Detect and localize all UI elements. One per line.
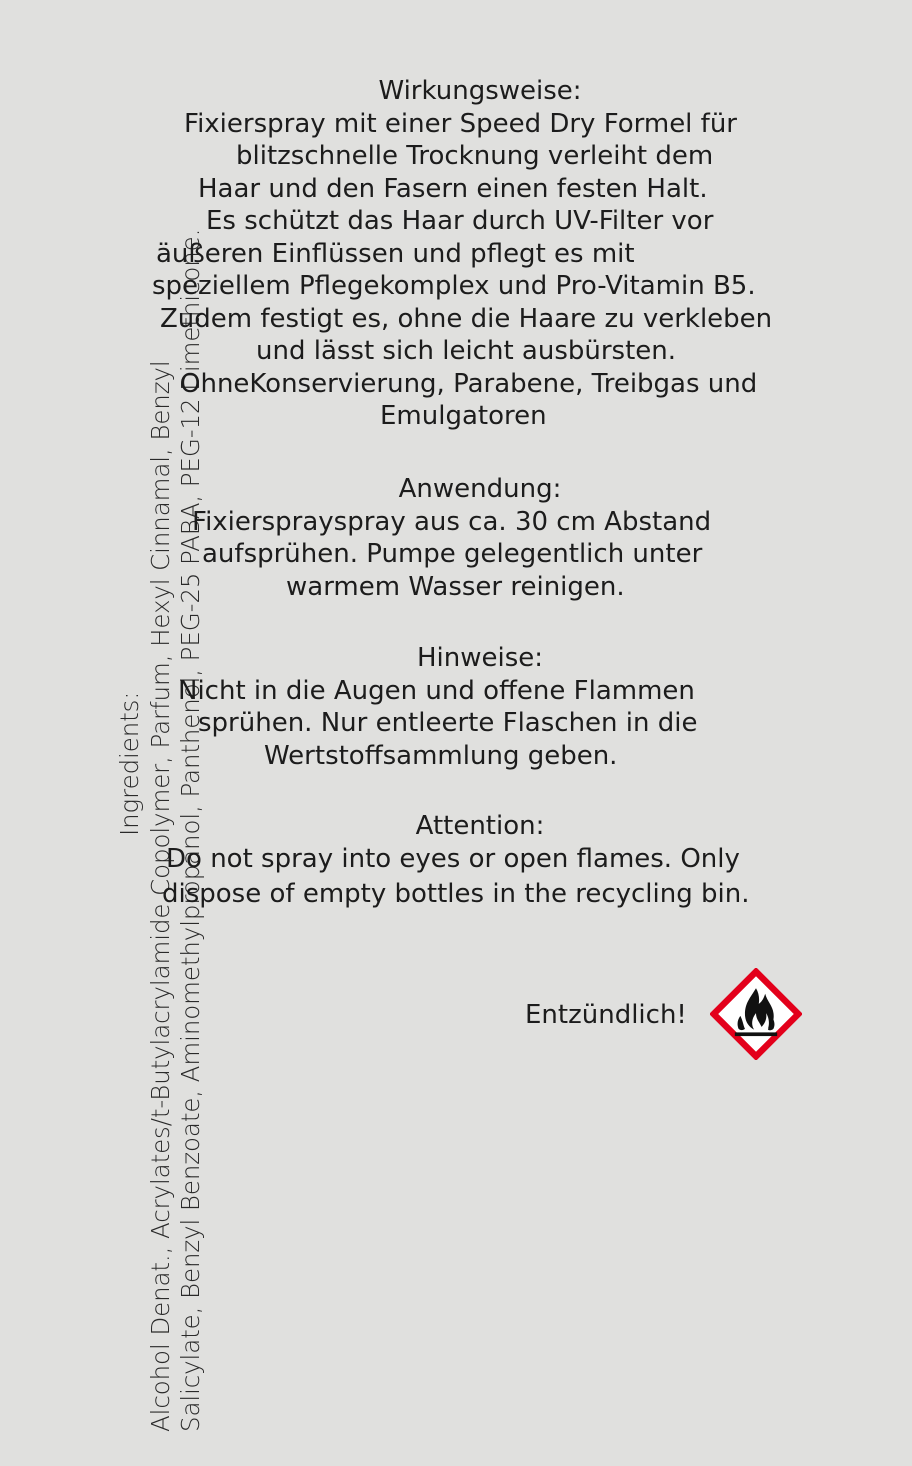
wirkungsweise-line: Emulgatoren — [380, 401, 547, 431]
attention-line: Do not spray into eyes or open flames. Only — [166, 843, 740, 874]
section-wirkungsweise — [140, 75, 820, 433]
hinweise-line: Wertstoffsammlung geben. — [264, 740, 618, 771]
hinweise-line: sprühen. Nur entleerte Flaschen in die — [198, 708, 698, 738]
flame-hazard-icon — [710, 968, 802, 1060]
flammable-warning — [525, 968, 805, 1063]
attention-line: dispose of empty bottles in the recycling bin. — [162, 879, 750, 909]
hinweise-title: Hinweise: — [416, 643, 544, 673]
wirkungsweise-line: äußeren Einflüssen und pflegt es mit — [156, 238, 635, 269]
wirkungsweise-line: Zudem festigt es, ohne die Haare zu verkleben — [160, 303, 773, 334]
wirkungsweise-line: Fixierspray mit einer Speed Dry Formel für — [184, 108, 737, 139]
wirkungsweise-title: Wirkungsweise: — [378, 76, 582, 106]
section-anwendung — [140, 473, 820, 603]
anwendung-title: Anwendung: — [398, 474, 562, 504]
hinweise-line: Nicht in die Augen und offene Flammen — [178, 675, 695, 706]
wirkungsweise-line: speziellem Pflegekomplex und Pro-Vitamin B5. — [152, 271, 756, 301]
ingredients-line-2: Salicylate, Benzyl Benzoate, Aminomethylpropanol, Panthenol, PEG-25 PABA, PEG-12 Dimethicone. — [176, 228, 205, 1432]
section-attention — [140, 810, 820, 911]
anwendung-line: aufsprühen. Pumpe gelegentlich unter — [202, 539, 703, 569]
anwendung-line: warmem Wasser reinigen. — [286, 571, 625, 602]
ingredients-heading: Ingredients: — [115, 691, 144, 836]
ingredients-line-1: Alcohol Denat., Acrylates/t-Butylacrylamide Copolymer, Parfum, Hexyl Cinnamal, Benzyl — [145, 360, 175, 1432]
wirkungsweise-line: OhneKonservierung, Parabene, Treibgas und — [180, 368, 758, 399]
wirkungsweise-line: blitzschnelle Trocknung verleiht dem — [236, 141, 714, 171]
wirkungsweise-line: Haar und den Fasern einen festen Halt. — [198, 173, 708, 204]
attention-title: Attention: — [415, 811, 545, 841]
wirkungsweise-line: und lässt sich leicht ausbürsten. — [256, 336, 677, 366]
flammable-label: Entzündlich! — [525, 1000, 687, 1030]
wirkungsweise-line: Es schützt das Haar durch UV-Filter vor — [206, 206, 714, 236]
section-hinweise — [140, 642, 820, 772]
anwendung-line: Fixiersprayspray aus ca. 30 cm Abstand — [192, 506, 712, 537]
